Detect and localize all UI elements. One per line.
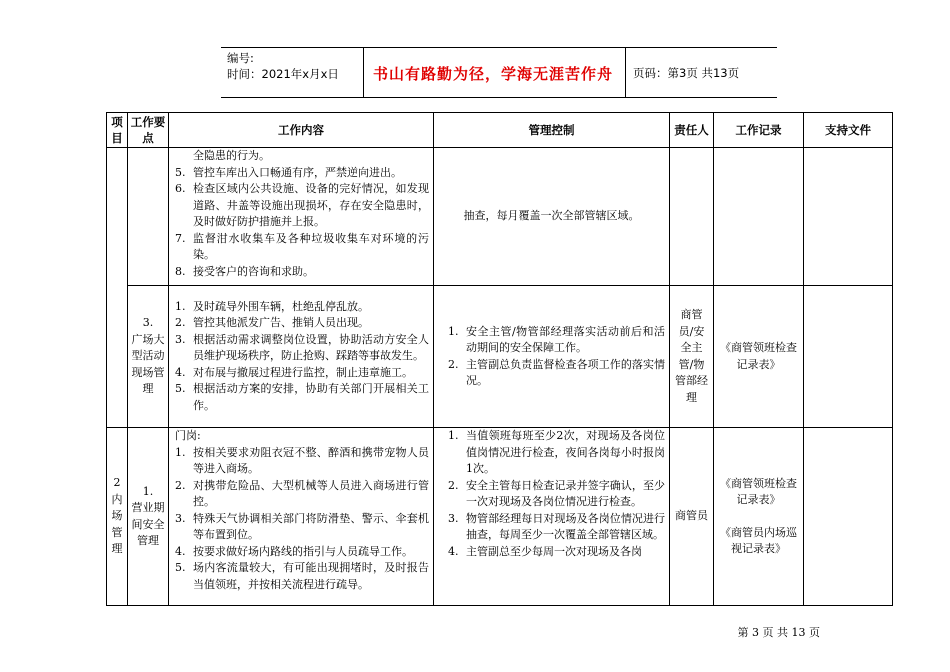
header-motto: 书山有路勤为径，学海无涯苦作舟 [373,65,614,83]
list-item: 2. 主管副总负责监督检查各项工作的落实情况。 [448,357,665,387]
list-item: 6. 检查区域内公共设施、设备的完好情况，如发现道路、井盖等设施出现损坏，存在安全隐患时，及时做好防护措施并上报。 [175,182,429,228]
col-header-record: 工作记录 [714,113,804,148]
page-footer: 第 3 页 共 13 页 [737,626,820,639]
list-item: 4. 按要求做好场内路线的指引与人员疏导工作。 [175,544,413,558]
col-header-control: 管理控制 [434,113,670,148]
header-time-label: 时间：2021年x月x日 [227,67,339,81]
col-header-docs: 支持文件 [804,113,893,148]
record-cell [714,428,804,606]
table-row [107,148,893,286]
list-item: 1. 按相关要求劝阻衣冠不整、醉酒和携带宠物人员等进入商场。 [175,445,429,475]
list-item: 1. 当值领班每班至少2次，对现场及各岗位值岗情况进行检查，夜间各岗每小时报岗1次。 [448,429,665,475]
col-header-project: 项目 [107,113,128,148]
point-cell [128,148,169,286]
owner-cell: 商管员 [670,428,714,606]
list-item: 全隐患的行为。 [193,149,270,162]
control-cell [434,428,670,606]
col-header-owner: 责任人 [670,113,714,148]
project-cell [107,286,128,428]
record-item: 《商管领班检查记录表》 [720,476,797,506]
list-item: 2. 对携带危险品、大型机械等人员进入商场进行管控。 [175,478,429,508]
content-cell [169,148,434,286]
list-item: 8. 接受客户的咨询和求助。 [175,264,314,278]
project-cell: 2 内场管理 [107,428,128,606]
table-row [107,428,893,606]
header-page-label: 页码：第3页 共13页 [633,66,740,80]
list-item: 3. 特殊天气协调相关部门将防滑垫、警示、伞套机等布置到位。 [175,511,429,541]
list-item: 4. 对布展与撤展过程进行监控，制止违章施工。 [175,365,413,379]
list-item: 5. 根据活动方案的安排，协助有关部门开展相关工作。 [175,382,429,412]
col-header-content: 工作内容 [169,113,434,148]
col-header-point: 工作要点 [128,113,169,148]
list-item: 2. 安全主管每日检查记录并签字确认，至少一次对现场及各岗位情况进行检查。 [448,478,665,508]
control-cell: 抽查，每月覆盖一次全部管辖区域。 [434,148,670,286]
point-cell: 3. 广场大型活动现场管理 [128,286,169,428]
header-number-label: 编号: [227,51,254,65]
content-intro: 门岗: [175,429,201,442]
list-item: 3. 根据活动需求调整岗位设置，协助活动方安全人员维护现场秩序，防止抢购、踩踏等事故发生。 [175,332,429,363]
list-item: 7. 监督泔水收集车及各种垃圾收集车对环境的污染。 [175,231,429,261]
docs-cell [804,148,893,286]
control-cell [434,286,670,428]
owner-cell: 商管员/安全主管/物管部经理 [670,286,714,428]
list-item: 4. 主管副总至少每周一次对现场及各岗 [448,544,642,558]
header-divider [625,48,626,97]
docs-cell [804,428,893,606]
list-item: 5. 管控车库出入口畅通有序，严禁逆向进出。 [175,165,402,179]
list-item: 2. 管控其他派发广告、推销人员出现。 [175,316,369,330]
docs-cell [804,286,893,428]
table-row [107,286,893,428]
list-item: 3. 物管部经理每日对现场及各岗位情况进行抽查，每周至少一次覆盖全部管辖区域。 [448,511,665,541]
list-item: 1. 安全主管/物管部经理落实活动前后和活动期间的安全保障工作。 [448,324,665,354]
content-cell [169,428,434,606]
list-item: 1. 及时疏导外围车辆，杜绝乱停乱放。 [175,299,369,313]
owner-cell [670,148,714,286]
header-meta [227,50,339,82]
management-table [106,112,893,606]
project-cell [107,148,128,286]
list-item: 5. 场内客流量较大，有可能出现拥堵时，及时报告当值领班，并按相关流程进行疏导。 [175,561,429,591]
record-cell: 《商管领班检查记录表》 [714,286,804,428]
page-header [221,47,777,98]
point-cell: 1. 营业期间安全管理 [128,428,169,606]
table-header-row [107,113,893,148]
record-item: 《商管员内场巡视记录表》 [720,525,797,555]
content-cell [169,286,434,428]
header-divider [363,48,364,97]
record-cell [714,148,804,286]
